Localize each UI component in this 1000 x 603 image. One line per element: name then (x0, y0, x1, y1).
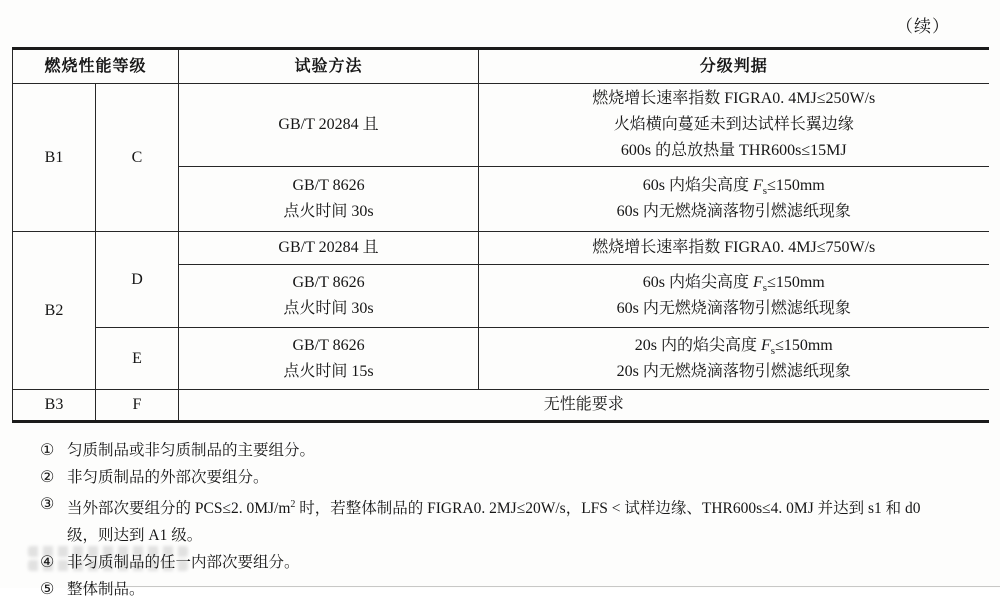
table-row-b3 (13, 390, 989, 422)
footnote-1 (40, 437, 992, 464)
method-cell-b1c-1: GB/T 20284 且 (179, 84, 479, 167)
subgrade-cell-f: F (96, 390, 179, 422)
footnote-text: 匀质制品或非匀质制品的主要组分。 (67, 442, 316, 459)
footnote-3 (40, 491, 992, 549)
subgrade-cell-c: C (96, 84, 179, 232)
footnote-5 (40, 576, 992, 603)
footnotes (40, 437, 992, 603)
footnote-4 (40, 549, 992, 576)
footnote-text: 非匀质制品的外部次要组分。 (67, 469, 269, 486)
header-grade-cell: 燃烧性能等级 (13, 49, 179, 84)
subgrade-cell-d: D (96, 232, 179, 328)
footnote-marker: ⑤ (40, 581, 55, 599)
table-header-row (13, 49, 989, 84)
grade-cell-b3: B3 (13, 390, 96, 422)
criteria-cell-b1c-1: 燃烧增长速率指数 FIGRA0. 4MJ≤250W/s 火焰横向蔓延未到达试样长翼边缘 600s 的总放热量 THR600s≤15MJ (479, 84, 989, 167)
grade-cell-b1: B1 (13, 84, 96, 232)
grade-cell-b2: B2 (13, 232, 96, 390)
table-row-b2e (13, 328, 989, 390)
header-criteria-cell: 分级判据 (479, 49, 989, 84)
footnote-text: 非匀质制品的任一内部次要组分。 (67, 554, 300, 572)
method-cell-b2e: GB/T 8626 点火时间 15s (179, 328, 479, 390)
header-method-cell: 试验方法 (179, 49, 479, 84)
criteria-cell-b2d-1: 燃烧增长速率指数 FIGRA0. 4MJ≤750W/s (479, 232, 989, 265)
footnote-marker: ② (40, 469, 55, 486)
footnote-marker: ① (40, 442, 55, 459)
requirement-cell-b3: 无性能要求 (179, 390, 989, 422)
criteria-cell-b1c-2: 60s 内焰尖高度 $F_s\le 150mm$ 60s 内无燃烧滴落物引燃滤纸现象 (479, 167, 989, 232)
footnote-text: 整体制品。 (67, 581, 145, 599)
subgrade-cell-e: E (96, 328, 179, 390)
table-row-b1-test1 (13, 84, 989, 167)
footnote-2 (40, 464, 992, 491)
method-cell-b2d-2: GB/T 8626 点火时间 30s (179, 265, 479, 328)
continued-label: （续） (896, 17, 950, 36)
table-row-b2d-test1 (13, 232, 989, 265)
method-cell-b1c-2: GB/T 8626 点火时间 30s (179, 167, 479, 232)
method-cell-b2d-1: GB/T 20284 且 (179, 232, 479, 265)
criteria-cell-b2d-2: 60s 内焰尖高度 $F_s\le 150mm$ 60s 内无燃烧滴落物引燃滤纸现象 (479, 265, 989, 328)
classification-table (12, 47, 989, 423)
criteria-cell-b2e: 20s 内的焰尖高度 $F_s\le 150mm$ 20s 内无燃烧滴落物引燃滤纸现象 (479, 328, 989, 390)
footnote-marker: ④ (40, 554, 55, 572)
footnote-text: 当外部次要组分的 PCS≤2. $0MJ/m^2$ 时，若整体制品的 FIGRA0. 2MJ≤20W/s，LFS < 试样边缘、THR600s≤4. 0MJ 并达到 s1 和 d0 级，则达到 A1 级。 (67, 499, 921, 545)
footnote-marker: ③ (40, 496, 55, 513)
